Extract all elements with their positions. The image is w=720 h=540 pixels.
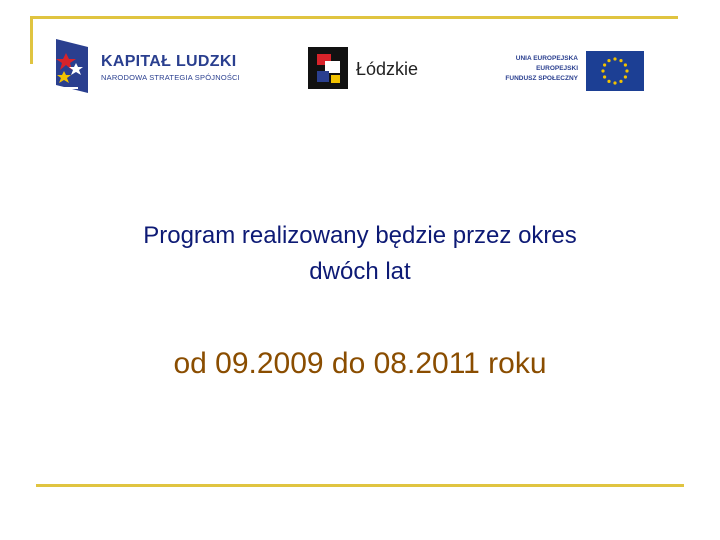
- kapital-ludzki-icon: [52, 37, 92, 95]
- eu-text-line3: FUNDUSZ SPOŁECZNY: [505, 75, 578, 82]
- kapital-ludzki-logo: [52, 35, 242, 99]
- program-statement: [0, 218, 720, 290]
- frame-bottom-line: [36, 484, 684, 487]
- program-statement-line2: dwóch lat: [309, 258, 411, 285]
- lodzkie-icon: [308, 47, 348, 89]
- program-period: od 09.2009 do 08.2011 roku: [173, 347, 547, 380]
- eu-text-line1: UNIA EUROPEJSKA: [515, 55, 578, 62]
- eu-flag-icon: [586, 51, 644, 91]
- logo-strip: [52, 35, 648, 99]
- frame-left-line: [30, 16, 33, 64]
- kapital-ludzki-title: KAPITAŁ LUDZKI: [101, 53, 237, 70]
- lodzkie-name: Łódzkie: [356, 59, 419, 79]
- frame-top-line: [30, 16, 678, 19]
- eu-logo: [494, 49, 644, 93]
- lodzkie-logo: [308, 47, 438, 93]
- kapital-ludzki-subtitle: NARODOWA STRATEGIA SPÓJNOŚCI: [101, 73, 240, 82]
- eu-text-line2: EUROPEJSKI: [536, 65, 578, 72]
- eu-text: [505, 54, 578, 84]
- program-statement-line1: Program realizowany będzie przez okres: [143, 222, 577, 249]
